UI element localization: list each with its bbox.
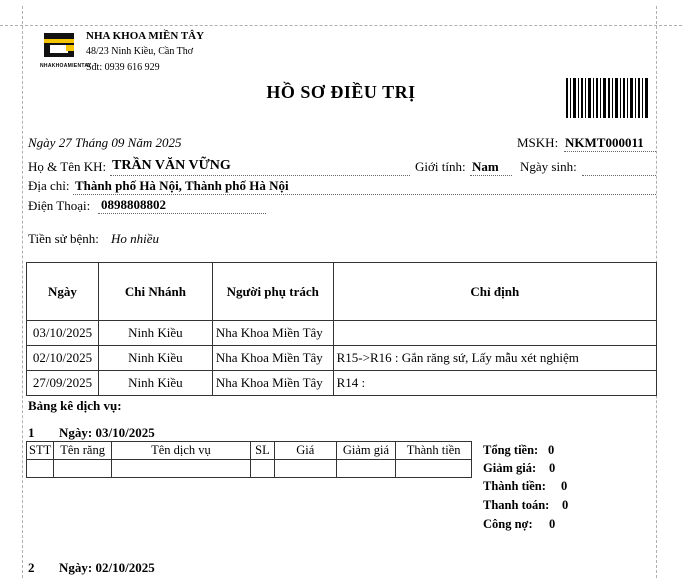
clinic-logo-text: NHAKHOAMIENTAY	[40, 63, 92, 69]
clinic-address: 48/23 Ninh Kiều, Cần Thơ	[86, 46, 194, 57]
customer-name-value: TRẦN VĂN VỮNG	[112, 158, 231, 173]
phone-value: 0898808802	[101, 197, 166, 212]
dob-underline	[582, 175, 656, 176]
table-row	[27, 346, 657, 371]
total-net	[483, 479, 568, 494]
address-value: Thành phố Hà Nội, Thành phố Hà Nội	[75, 178, 289, 193]
clinic-phone: Sđt: 0939 616 929	[86, 62, 160, 73]
medical-history-label: Tiền sử bệnh:	[28, 231, 99, 246]
cell-date: 27/09/2025	[27, 371, 99, 396]
column-header-branch: Chi Nhánh	[98, 263, 212, 321]
phone-label: Điện Thoại:	[28, 198, 91, 213]
cell-staff: Nha Khoa Miền Tây	[212, 371, 333, 396]
table-header-row	[27, 263, 657, 321]
table-header-row	[27, 442, 472, 460]
cell-empty	[54, 460, 112, 478]
cell-empty	[396, 460, 472, 478]
service-group-date: Ngày: 02/10/2025	[59, 560, 155, 575]
total-net-label: Thành tiền:	[483, 479, 546, 493]
cell-date: 02/10/2025	[27, 346, 99, 371]
column-header-service: Tên dịch vụ	[111, 442, 250, 460]
cell-empty	[111, 460, 250, 478]
gender-value: Nam	[472, 159, 499, 174]
table-row	[27, 321, 657, 346]
column-header-staff: Người phụ trách	[212, 263, 333, 321]
column-header-stt: STT	[27, 442, 54, 460]
medical-history-value: Ho nhiều	[111, 231, 160, 246]
total-paid	[483, 498, 569, 513]
record-date: Ngày 27 Tháng 09 Năm 2025	[28, 135, 182, 150]
total-amount-label: Tổng tiền:	[483, 443, 539, 457]
barcode-icon	[566, 78, 650, 118]
customer-name-label: Họ & Tên KH:	[28, 159, 107, 174]
column-header-qty: SL	[250, 442, 274, 460]
total-net-value: 0	[561, 479, 568, 493]
table-row	[27, 460, 472, 478]
total-debt-label: Công nợ:	[483, 517, 533, 531]
table-row	[27, 371, 657, 396]
services-table	[26, 441, 472, 478]
cell-branch: Ninh Kiều	[98, 371, 212, 396]
column-header-discount: Giảm giá	[336, 442, 396, 460]
total-paid-label: Thanh toán:	[483, 498, 550, 512]
clinic-name: NHA KHOA MIỀN TÂY	[86, 30, 205, 42]
total-discount-value: 0	[549, 461, 556, 475]
total-paid-value: 0	[562, 498, 569, 512]
phone-underline	[98, 213, 266, 214]
total-discount-label: Giảm giá:	[483, 461, 537, 475]
gender-underline	[470, 175, 512, 176]
address-label: Địa chỉ:	[28, 178, 70, 193]
margin-guide-top	[0, 25, 682, 26]
cell-date: 03/10/2025	[27, 321, 99, 346]
cell-branch: Ninh Kiều	[98, 321, 212, 346]
column-header-price: Giá	[274, 442, 336, 460]
dob-label: Ngày sinh:	[520, 159, 577, 174]
total-debt-value: 0	[549, 517, 556, 531]
cell-staff: Nha Khoa Miền Tây	[212, 346, 333, 371]
column-header-prescription: Chỉ định	[333, 263, 656, 321]
customer-name-underline	[110, 175, 410, 176]
cell-empty	[250, 460, 274, 478]
cell-empty	[274, 460, 336, 478]
cell-empty	[336, 460, 396, 478]
cell-prescription	[333, 321, 656, 346]
service-group-date: Ngày: 03/10/2025	[59, 425, 155, 440]
column-header-tooth: Tên răng	[54, 442, 112, 460]
column-header-date: Ngày	[27, 263, 99, 321]
service-group-index: 2	[28, 560, 35, 575]
document-title: HỒ SƠ ĐIỀU TRỊ	[266, 82, 416, 102]
total-discount	[483, 461, 556, 476]
total-amount-value: 0	[548, 443, 555, 457]
address-underline	[73, 194, 656, 195]
column-header-amount: Thành tiền	[396, 442, 472, 460]
services-heading: Bảng kê dịch vụ:	[28, 398, 122, 413]
service-group-index: 1	[28, 425, 35, 440]
cell-empty	[27, 460, 54, 478]
mskh-underline	[564, 151, 656, 152]
cell-prescription: R14 :	[333, 371, 656, 396]
mskh-value: NKMT000011	[565, 135, 644, 150]
total-amount	[483, 443, 555, 458]
cell-prescription: R15->R16 : Gắn răng sứ, Lấy mẫu xét nghiệm	[333, 346, 656, 371]
cell-branch: Ninh Kiều	[98, 346, 212, 371]
cell-staff: Nha Khoa Miền Tây	[212, 321, 333, 346]
total-debt	[483, 517, 556, 532]
gender-label: Giới tính:	[415, 159, 466, 174]
treatment-history-table	[26, 262, 657, 396]
mskh-label: MSKH:	[517, 135, 559, 150]
